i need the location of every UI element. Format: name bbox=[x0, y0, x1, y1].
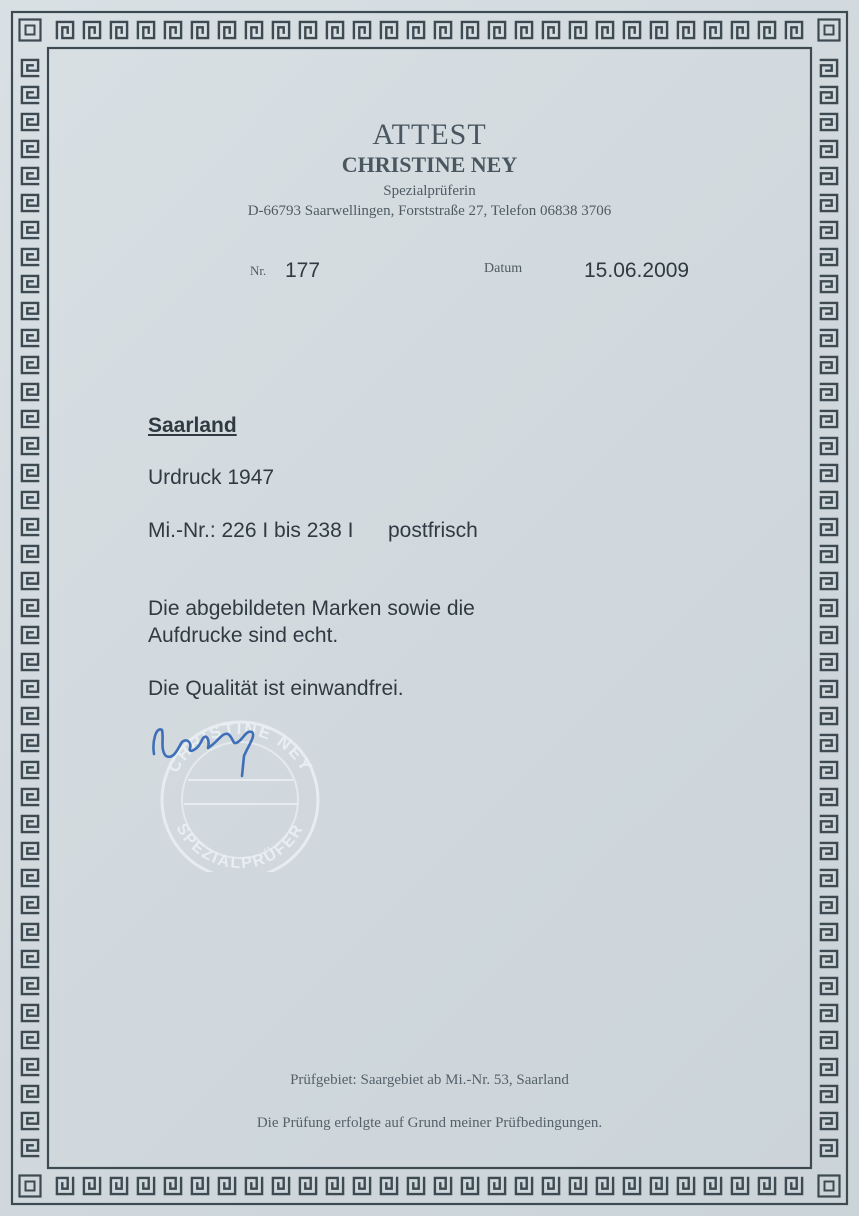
number-value: 177 bbox=[285, 259, 321, 282]
date-value: 15.06.2009 bbox=[584, 259, 690, 282]
examiner-address: D-66793 Saarwellingen, Forststraße 27, Telefon 06838 3706 bbox=[247, 203, 612, 219]
certificate-title: ATTEST bbox=[372, 118, 487, 151]
examiner-name: CHRISTINE NEY bbox=[341, 152, 518, 177]
issue-line: Urdruck 1947 bbox=[148, 466, 275, 489]
examiner-profession: Spezialprüferin bbox=[383, 183, 476, 199]
statement-line-2: Aufdrucke sind echt. bbox=[148, 624, 339, 647]
embossed-seal-icon bbox=[148, 712, 328, 872]
statement-line-1: Die abgebildeten Marken sowie die bbox=[148, 597, 475, 620]
examination-area: Prüfgebiet: Saargebiet ab Mi.-Nr. 53, Saarland bbox=[290, 1072, 569, 1088]
condition-text: postfrisch bbox=[388, 519, 478, 542]
number-label: Nr. bbox=[250, 263, 267, 278]
svg-text:SPEZIALPRÜFER: SPEZIALPRÜFER bbox=[172, 820, 308, 872]
catalog-number: Mi.-Nr.: 226 I bis 238 I bbox=[148, 519, 354, 542]
svg-text:CHRISTINE NEY: CHRISTINE NEY bbox=[163, 718, 317, 776]
examination-terms: Die Prüfung erfolgte auf Grund meiner Prüfbedingungen. bbox=[256, 1115, 603, 1131]
date-label: Datum bbox=[484, 261, 523, 276]
quality-statement: Die Qualität ist einwandfrei. bbox=[148, 677, 404, 700]
country-heading: Saarland bbox=[148, 414, 237, 437]
